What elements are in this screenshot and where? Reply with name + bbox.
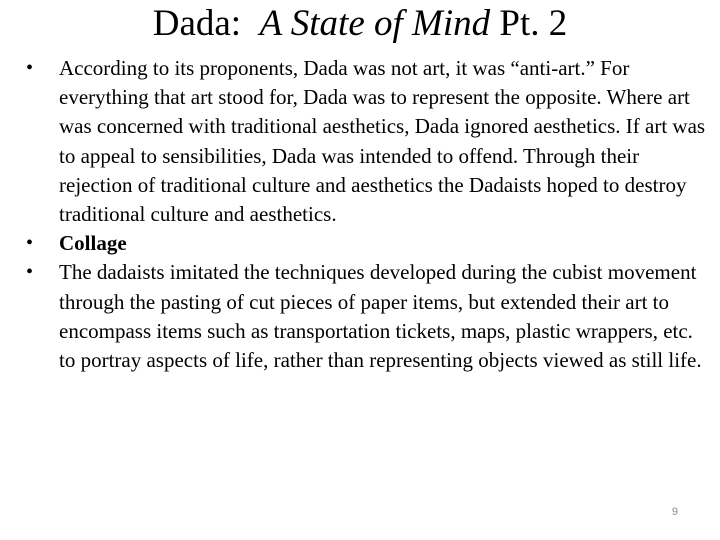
bullet-text: According to its proponents, Dada was not art, it was “anti-art.” For everything that art stood for, Dada was to represent the opposite. Where art was concerned with traditional aesthetics, Dada ignored aesthetics. If art was to appeal to sensibilities, Dada was intended to offend. Through their rejection of traditional culture and aesthetics the Dadaists hoped to destroy traditional culture and aesthetics. [59, 56, 706, 227]
bullet-list [26, 54, 706, 375]
page-number: 9 [671, 506, 678, 518]
bullet-marker: • [26, 232, 34, 255]
bullet-text: Collage [59, 231, 127, 256]
bullet-marker: • [26, 57, 34, 79]
title-italic: A State of Mind [259, 3, 491, 44]
bullet-item [26, 54, 706, 229]
bullet-text: The dadaists imitated the techniques developed during the cubist movement through the pasting of cut pieces of paper items, but extended their art to encompass items such as transportation tickets, maps, plastic wrappers, etc. to portray aspects of life, rather than representing objects viewed as still life. [59, 260, 702, 373]
bullet-item [26, 258, 706, 375]
bullet-marker: • [26, 261, 34, 284]
slide-title [0, 2, 720, 46]
bullet-item [26, 229, 706, 258]
title-suffix: Pt. 2 [499, 3, 568, 44]
title-prefix: Dada: [152, 3, 242, 44]
